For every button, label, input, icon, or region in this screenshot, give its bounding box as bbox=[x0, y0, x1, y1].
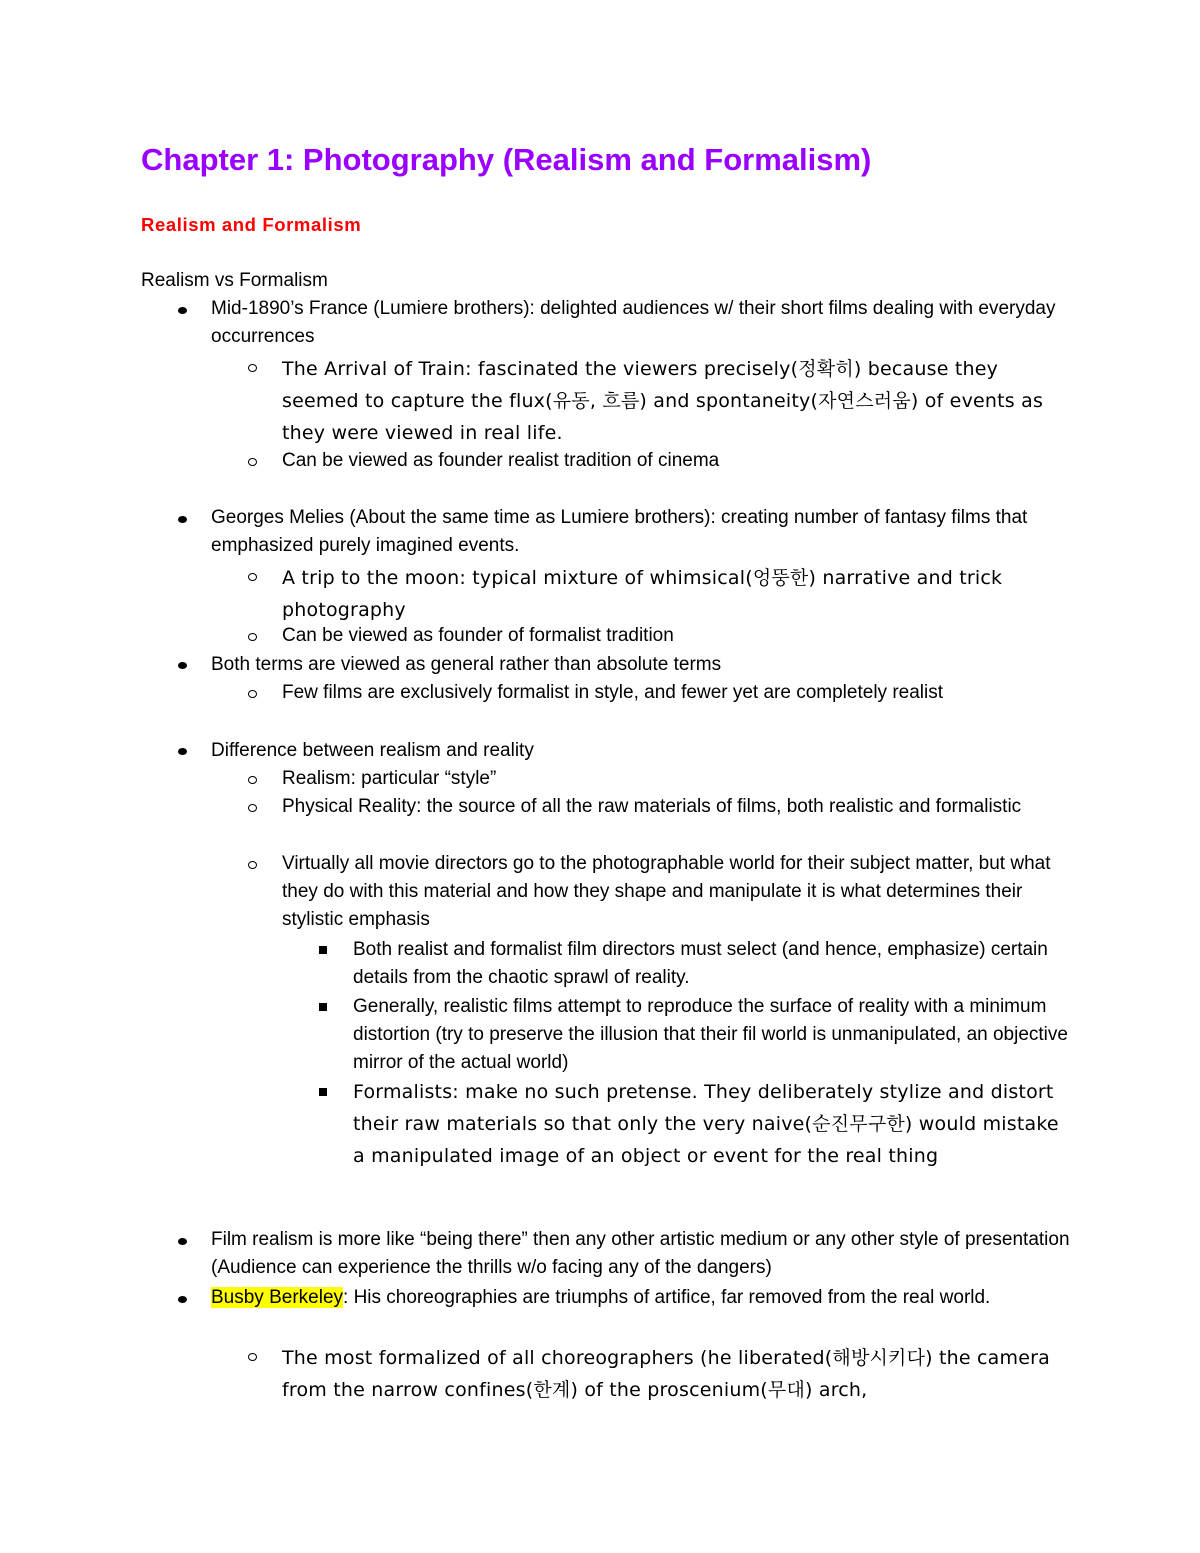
bullet-disc-icon bbox=[178, 748, 187, 755]
highlighted-name: Busby Berkeley bbox=[211, 1287, 344, 1308]
bullet-circle-icon bbox=[248, 364, 257, 372]
list-item: Few films are exclusively formalist in style, and fewer yet are completely realist bbox=[282, 682, 944, 703]
bullet-disc-icon bbox=[178, 516, 187, 523]
list-item: A trip to the moon: typical mixture of whimsical(엉뚱한) narrative and trick photography bbox=[282, 567, 1003, 621]
bullet-square-icon bbox=[319, 1088, 327, 1096]
list-item: Both realist and formalist film directors must select (and hence, emphasize) certain details from the chaotic sprawl of reality. bbox=[353, 939, 1048, 988]
bullet-disc-icon bbox=[178, 662, 187, 669]
list-item: Film realism is more like “being there” then any other artistic medium or any other style of presentation (Audience can experience the thrills w/o facing any of the dangers) bbox=[211, 1229, 1070, 1278]
list-item: Generally, realistic films attempt to reproduce the surface of reality with a minimum distortion (try to preserve the illusion that their fil world is unmanipulated, an objective mirror of the actual world) bbox=[353, 996, 1068, 1073]
bullet-circle-icon bbox=[248, 861, 257, 869]
list-item: The most formalized of all choreographers (he liberated(해방시키다) the camera from the narrow confines(한계) of the proscenium(무대) arch, bbox=[282, 1347, 1050, 1401]
bullet-circle-icon bbox=[248, 633, 257, 641]
bullet-square-icon bbox=[319, 946, 327, 954]
list-item: Virtually all movie directors go to the photographable world for their subject matter, but what they do with this material and how they shape and manipulate it is what determines their stylistic emphasis bbox=[282, 853, 1051, 930]
list-item: Physical Reality: the source of all the raw materials of films, both realistic and formalistic bbox=[282, 796, 1022, 817]
intro-text: Realism vs Formalism bbox=[141, 270, 328, 291]
list-item-text: : His choreographies are triumphs of artifice, far removed from the real world. bbox=[343, 1287, 991, 1308]
list-item bbox=[211, 1284, 1071, 1312]
page-title: Chapter 1: Photography (Realism and Formalism) bbox=[141, 142, 872, 177]
bullet-circle-icon bbox=[248, 776, 257, 784]
list-item: Can be viewed as founder realist tradition of cinema bbox=[282, 450, 720, 471]
bullet-circle-icon bbox=[248, 804, 257, 812]
bullet-circle-icon bbox=[248, 1353, 257, 1361]
list-item: Both terms are viewed as general rather than absolute terms bbox=[211, 654, 722, 675]
bullet-disc-icon bbox=[178, 307, 187, 314]
list-item: Georges Melies (About the same time as Lumiere brothers): creating number of fantasy films that emphasized purely imagined events. bbox=[211, 507, 1028, 556]
section-heading: Realism and Formalism bbox=[141, 214, 362, 235]
list-item: Can be viewed as founder of formalist tradition bbox=[282, 625, 674, 646]
list-item: Mid-1890’s France (Lumiere brothers): delighted audiences w/ their short films dealing with everyday occurrences bbox=[211, 298, 1056, 347]
bullet-circle-icon bbox=[248, 573, 257, 581]
bullet-disc-icon bbox=[178, 1238, 187, 1245]
list-item: Realism: particular “style” bbox=[282, 768, 497, 789]
bullet-circle-icon bbox=[248, 458, 257, 466]
list-item: Difference between realism and reality bbox=[211, 740, 534, 761]
list-item: The Arrival of Train: fascinated the viewers precisely(정확히) because they seemed to capture the flux(유동, 흐름) and spontaneity(자연스러움) of events as they were viewed in real life. bbox=[282, 358, 1044, 444]
bullet-square-icon bbox=[319, 1003, 327, 1011]
bullet-circle-icon bbox=[248, 690, 257, 698]
list-item: Formalists: make no such pretense. They deliberately stylize and distort their raw materials so that only the very naive(순진무구한) would mistake a manipulated image of an object or event for the real thing bbox=[353, 1081, 1059, 1167]
bullet-disc-icon bbox=[178, 1296, 187, 1303]
